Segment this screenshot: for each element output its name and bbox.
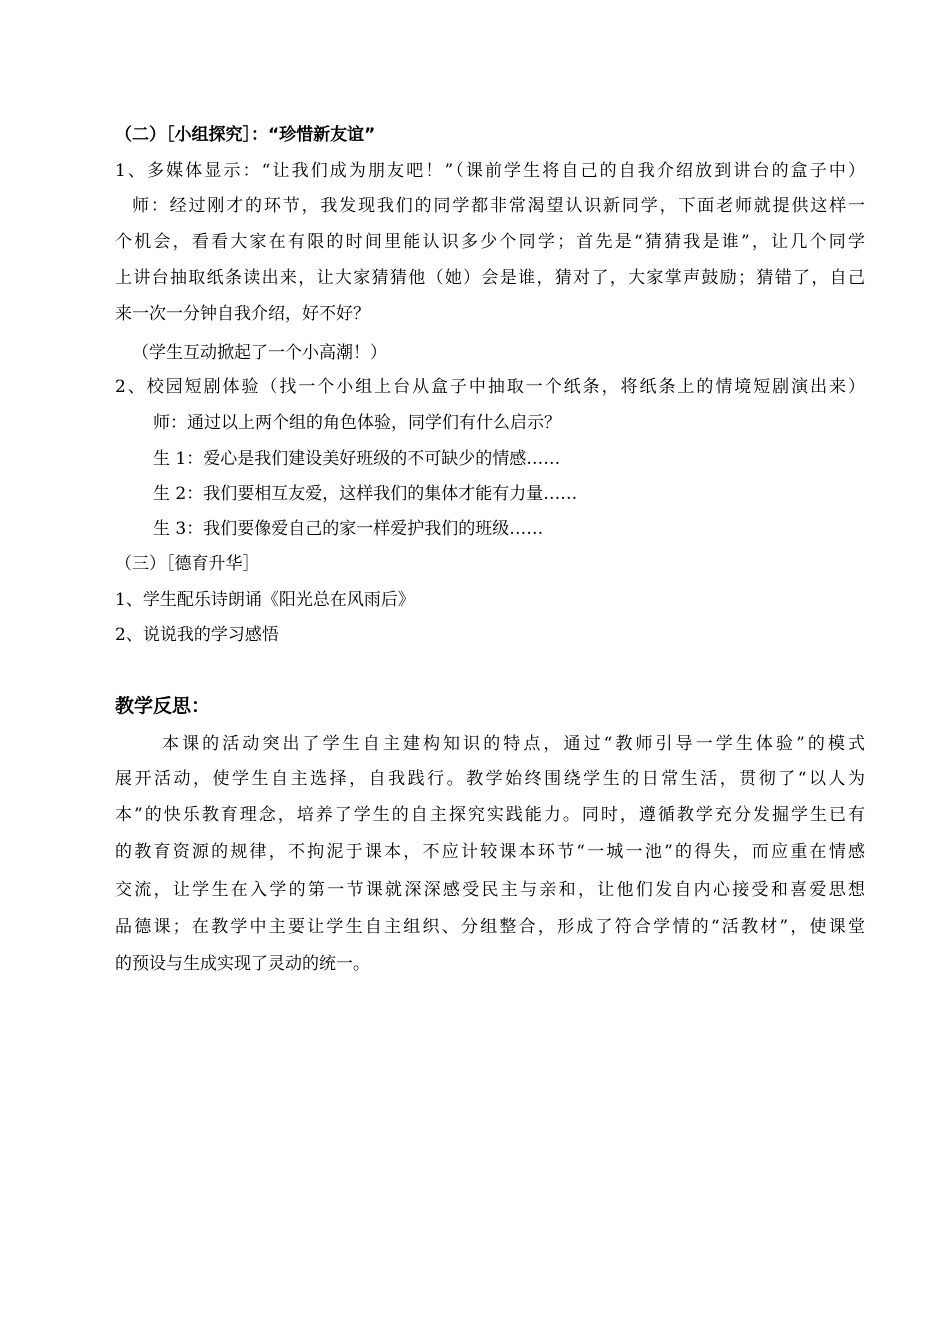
item-campus-drama-title: 2、校园短剧体验（找一个小组上台从盒子中抽取一个纸条，将纸条上的情境短剧演出来） — [115, 377, 865, 397]
reflection-line: 展开活动，使学生自主选择，自我践行。教学始终围绕学生的日常生活，贯彻了“以人为 — [115, 769, 865, 789]
reflection-line: 本”的快乐教育理念，培养了学生的自主探究实践能力。同时，遵循教学充分发掘学生已有 — [115, 805, 865, 825]
dialogue-line: 生 1：爱心是我们建设美好班级的不可缺少的情感…… — [153, 449, 561, 469]
reflection-line: 本课的活动突出了学生自主建构知识的特点，通过“教师引导一学生体验”的模式 — [162, 734, 865, 754]
section-heading-moral-education: （三）［德育升华］ — [115, 554, 260, 574]
reflection-line: 的预设与生成实现了灵动的统一。 — [115, 954, 370, 974]
reflection-line: 的教育资源的规律，不拘泥于课本，不应计较课本环节“一城一池”的得失，而应重在情感 — [115, 842, 865, 862]
reflection-heading: 教学反思： — [115, 695, 211, 717]
item-multimedia-title: 1、多媒体显示：“让我们成为朋友吧！”（课前学生将自己的自我介绍放到讲台的盒子中） — [115, 161, 865, 181]
dialogue-line: 生 3：我们要像爱自己的家一样爱护我们的班级…… — [153, 519, 544, 539]
section-heading-group-inquiry: （二）［小组探究］：“珍惜新友谊” — [115, 125, 376, 145]
teacher-paragraph-line: 来一次一分钟自我介绍，好不好？ — [115, 304, 370, 324]
reflection-line: 交流，让学生在入学的第一节课就深深感受民主与亲和，让他们发自内心接受和喜爱思想 — [115, 880, 865, 900]
student-interaction-note: （学生互动掀起了一个小高潮！） — [132, 343, 387, 363]
teacher-paragraph-line: 师：经过刚才的环节，我发现我们的同学都非常渴望认识新同学，下面老师就提供这样一 — [132, 196, 865, 216]
teacher-paragraph-line: 个机会，看看大家在有限的时间里能认识多少个同学；首先是“猜猜我是谁”，让几个同学 — [115, 232, 865, 252]
dialogue-line: 师：通过以上两个组的角色体验，同学们有什么启示？ — [153, 413, 561, 433]
reflection-line: 品德课；在教学中主要让学生自主组织、分组整合，形成了符合学情的“活教材”，使课堂 — [115, 917, 865, 937]
list-item: 1、学生配乐诗朗诵《阳光总在风雨后》 — [115, 590, 415, 610]
list-item: 2、说说我的学习感悟 — [115, 625, 279, 645]
teacher-paragraph-line: 上讲台抽取纸条读出来，让大家猜猜他（她）会是谁，猜对了，大家掌声鼓励；猜错了，自己 — [115, 268, 865, 288]
dialogue-line: 生 2：我们要相互友爱，这样我们的集体才能有力量…… — [153, 484, 578, 504]
